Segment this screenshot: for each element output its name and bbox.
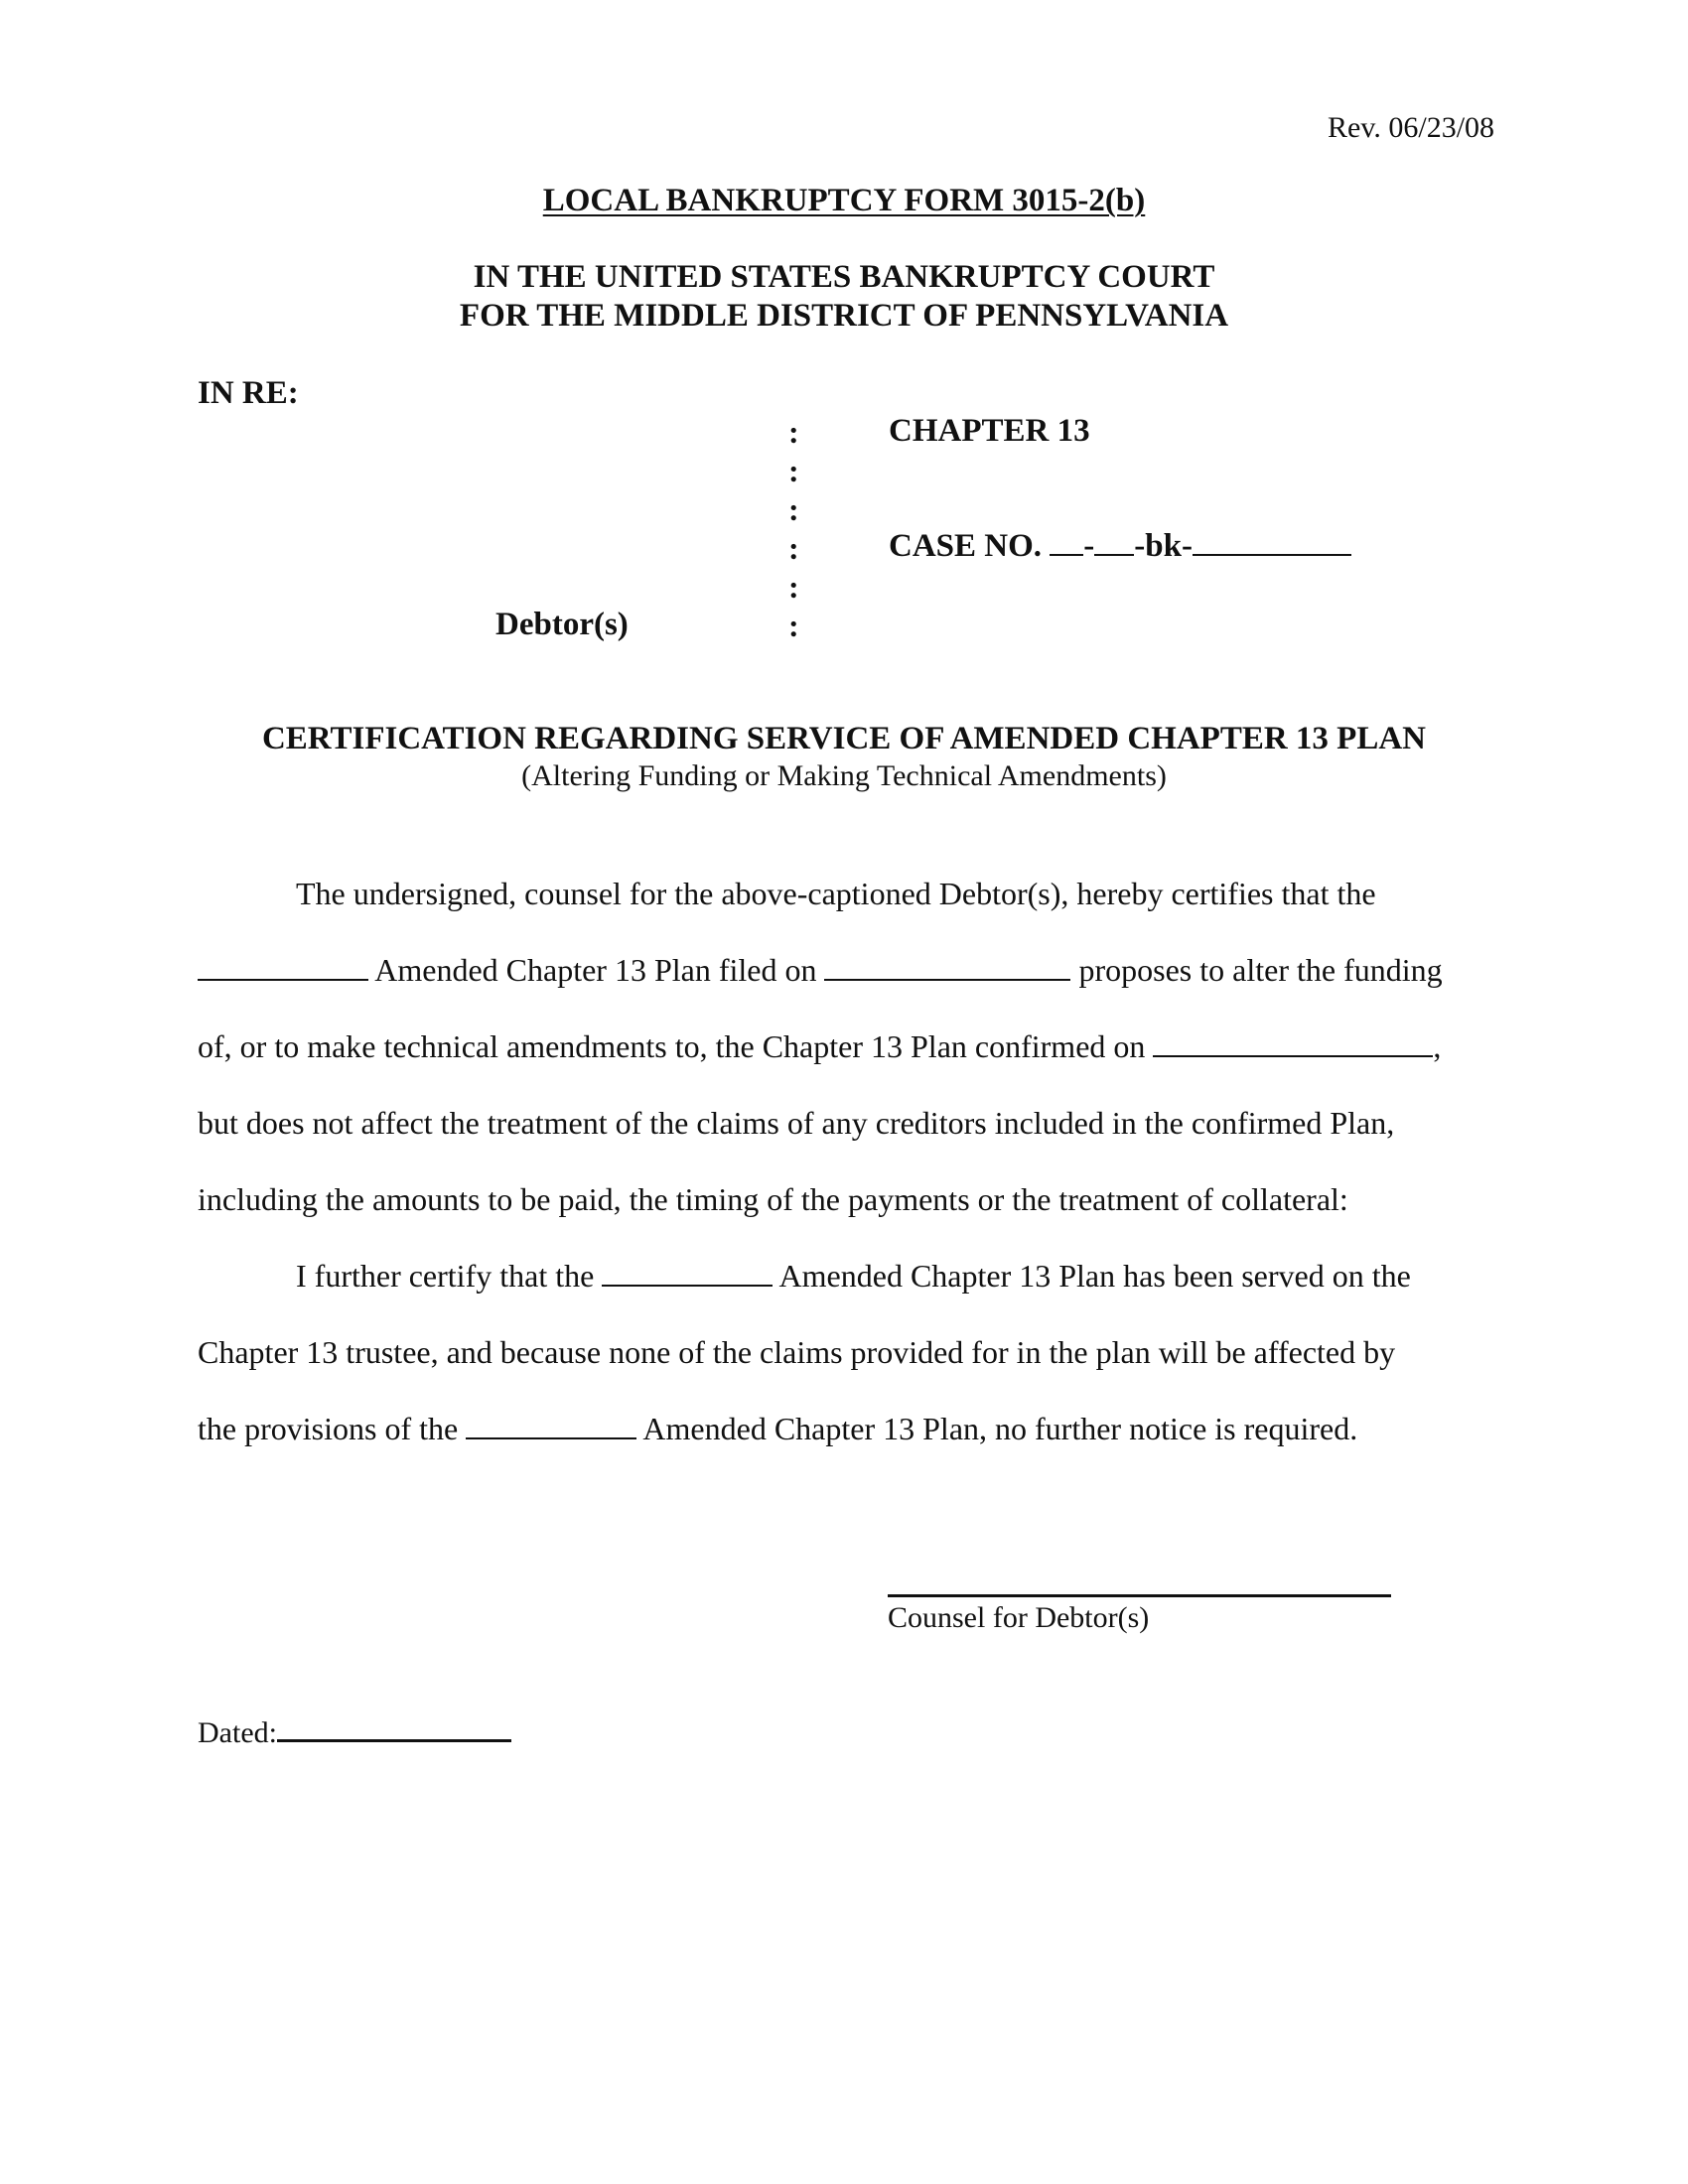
- case-no-separator-bk: -bk-: [1134, 528, 1193, 564]
- caption-colon: :: [788, 453, 799, 488]
- case-no-field-number[interactable]: [1193, 553, 1351, 556]
- caption-colon: :: [788, 414, 799, 450]
- revision-date: Rev. 06/23/08: [1328, 111, 1495, 144]
- body-line: Amended Chapter 13 Plan filed on proposes to alter the funding: [198, 952, 1443, 989]
- case-no-separator: -: [1083, 528, 1095, 564]
- form-title: LOCAL BANKRUPTCY FORM 3015-2(b): [542, 183, 1146, 218]
- plan-ordinal-field[interactable]: [198, 978, 368, 981]
- plan-filed-date-field[interactable]: [824, 978, 1070, 981]
- case-no-label: CASE NO.: [889, 528, 1043, 564]
- plan-confirmed-date-field[interactable]: [1153, 1054, 1433, 1057]
- case-no-field-office[interactable]: [1050, 553, 1083, 556]
- body-line: of, or to make technical amendments to, the Chapter 13 Plan confirmed on ,: [198, 1028, 1442, 1064]
- court-name: IN THE UNITED STATES BANKRUPTCY COURT: [473, 259, 1215, 295]
- caption-colon: :: [788, 569, 799, 605]
- signature-label: Counsel for Debtor(s): [888, 1601, 1150, 1634]
- body-line: but does not affect the treatment of the claims of any creditors included in the confirmed Plan,: [198, 1105, 1395, 1141]
- caption-colon: :: [788, 608, 799, 643]
- caption-colon: :: [788, 530, 799, 566]
- body-line: including the amounts to be paid, the timing of the payments or the treatment of collateral:: [198, 1181, 1348, 1217]
- chapter-label: CHAPTER 13: [889, 413, 1090, 449]
- dated-field[interactable]: [277, 1738, 511, 1742]
- plan-ordinal-field[interactable]: [602, 1284, 773, 1287]
- certification-subtitle: (Altering Funding or Making Technical Amendments): [521, 759, 1167, 792]
- case-number: [889, 528, 1351, 565]
- body-line: Chapter 13 trustee, and because none of the claims provided for in the plan will be affected by: [198, 1334, 1396, 1370]
- in-re-label: IN RE:: [198, 375, 299, 411]
- signature-line[interactable]: [888, 1594, 1391, 1597]
- dated-label: Dated:: [198, 1716, 277, 1749]
- caption-colon: :: [788, 491, 799, 527]
- body-line: the provisions of the Amended Chapter 13 Plan, no further notice is required.: [198, 1411, 1358, 1446]
- case-no-field-year[interactable]: [1094, 553, 1134, 556]
- debtors-label: Debtor(s): [495, 607, 629, 642]
- court-district: FOR THE MIDDLE DISTRICT OF PENNSYLVANIA: [459, 298, 1229, 334]
- plan-ordinal-field[interactable]: [466, 1436, 636, 1439]
- body-line: The undersigned, counsel for the above-captioned Debtor(s), hereby certifies that the: [296, 876, 1376, 911]
- body-line: I further certify that the Amended Chapter 13 Plan has been served on the: [296, 1258, 1411, 1294]
- dated-line: [198, 1716, 511, 1750]
- certification-title: CERTIFICATION REGARDING SERVICE OF AMENDED CHAPTER 13 PLAN: [261, 721, 1427, 756]
